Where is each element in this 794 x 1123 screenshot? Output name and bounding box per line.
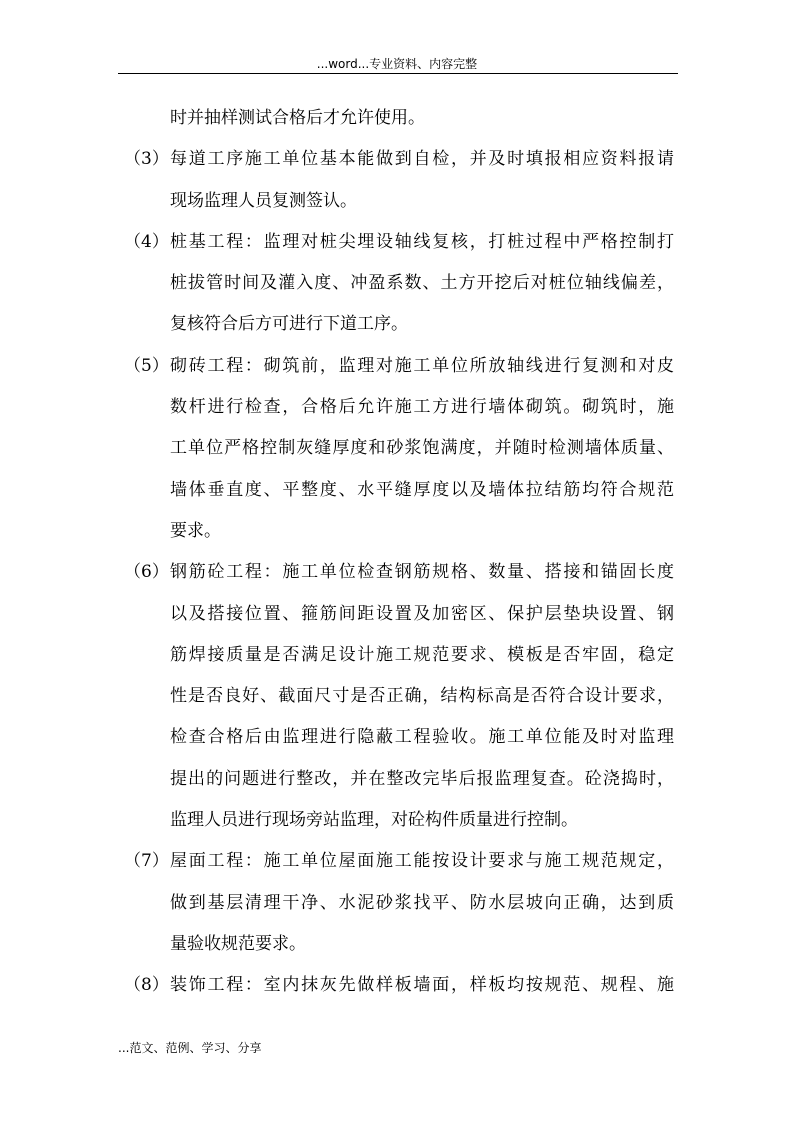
line-text: 装饰工程：室内抹灰先做样板墙面，样板均按规范、规程、施	[170, 975, 674, 996]
line-text: 性是否良好、截面尺寸是否正确，结构标高是否符合设计要求，	[170, 686, 674, 707]
text-line	[0, 717, 794, 758]
line-text: 做到基层清理干净、水泥砂浆找平、防水层坡向正确，达到质	[170, 892, 674, 913]
line-text: 砌砖工程：砌筑前，监理对施工单位所放轴线进行复测和对皮	[170, 355, 674, 376]
text-line	[0, 841, 794, 882]
item-number: （4）	[124, 231, 169, 252]
text-line	[0, 387, 794, 428]
text-line	[0, 552, 794, 593]
text-line	[0, 263, 794, 304]
text-line	[0, 676, 794, 717]
text-line	[0, 883, 794, 924]
text-line	[0, 346, 794, 387]
text-line	[0, 800, 794, 841]
line-text: 要求。	[170, 520, 221, 541]
line-text: 钢筋砼工程：施工单位检查钢筋规格、数量、搭接和锚固长度	[170, 562, 674, 583]
item-number: （6）	[124, 562, 169, 583]
text-line	[0, 139, 794, 180]
item-number: （7）	[124, 851, 169, 872]
page-footer: ...范文、范例、学习、分享	[118, 1041, 262, 1055]
line-text: 屋面工程：施工单位屋面施工能按设计要求与施工规范规定，	[170, 851, 674, 872]
line-text: 复核符合后方可进行下道工序。	[170, 314, 408, 335]
line-text: 检查合格后由监理进行隐蔽工程验收。施工单位能及时对监理	[170, 727, 674, 748]
item-number: （3）	[124, 149, 169, 170]
line-text: 每道工序施工单位基本能做到自检，并及时填报相应资料报请	[170, 149, 674, 170]
line-text: 桩拔管时间及灌入度、冲盈系数、土方开挖后对桩位轴线偏差，	[170, 273, 674, 294]
text-line	[0, 924, 794, 965]
header-divider	[118, 73, 678, 74]
text-line	[0, 635, 794, 676]
line-text: 时并抽样测试合格后才允许使用。	[170, 108, 425, 128]
line-text: 现场监理人员复测签认。	[170, 190, 357, 211]
line-text: 量验收规范要求。	[170, 933, 306, 954]
text-line	[0, 222, 794, 263]
text-line	[0, 181, 794, 222]
line-text: 提出的问题进行整改，并在整改完毕后报监理复查。砼浇捣时，	[170, 768, 674, 789]
text-line	[0, 965, 794, 1006]
text-line	[0, 594, 794, 635]
page-header: ...word...专业资料、内容完整	[316, 57, 478, 71]
item-number: （8）	[124, 975, 169, 996]
line-text: 工单位严格控制灰缝厚度和砂浆饱满度，并随时检测墙体质量、	[170, 438, 674, 459]
text-line	[0, 759, 794, 800]
text-line	[0, 304, 794, 345]
text-line	[0, 470, 794, 511]
item-number: （5）	[124, 355, 169, 376]
document-body	[0, 98, 794, 1007]
line-text: 监理人员进行现场旁站监理，对砼构件质量进行控制。	[170, 810, 578, 831]
line-text: 以及搭接位置、箍筋间距设置及加密区、保护层垫块设置、钢	[170, 603, 674, 624]
text-line	[0, 428, 794, 469]
text-line	[0, 98, 794, 139]
text-line	[0, 511, 794, 552]
line-text: 筋焊接质量是否满足设计施工规范要求、模板是否牢固，稳定	[170, 644, 674, 665]
line-text: 墙体垂直度、平整度、水平缝厚度以及墙体拉结筋均符合规范	[170, 479, 674, 500]
line-text: 桩基工程：监理对桩尖埋设轴线复核，打桩过程中严格控制打	[170, 231, 674, 252]
line-text: 数杆进行检查，合格后允许施工方进行墙体砌筑。砌筑时，施	[170, 397, 674, 418]
